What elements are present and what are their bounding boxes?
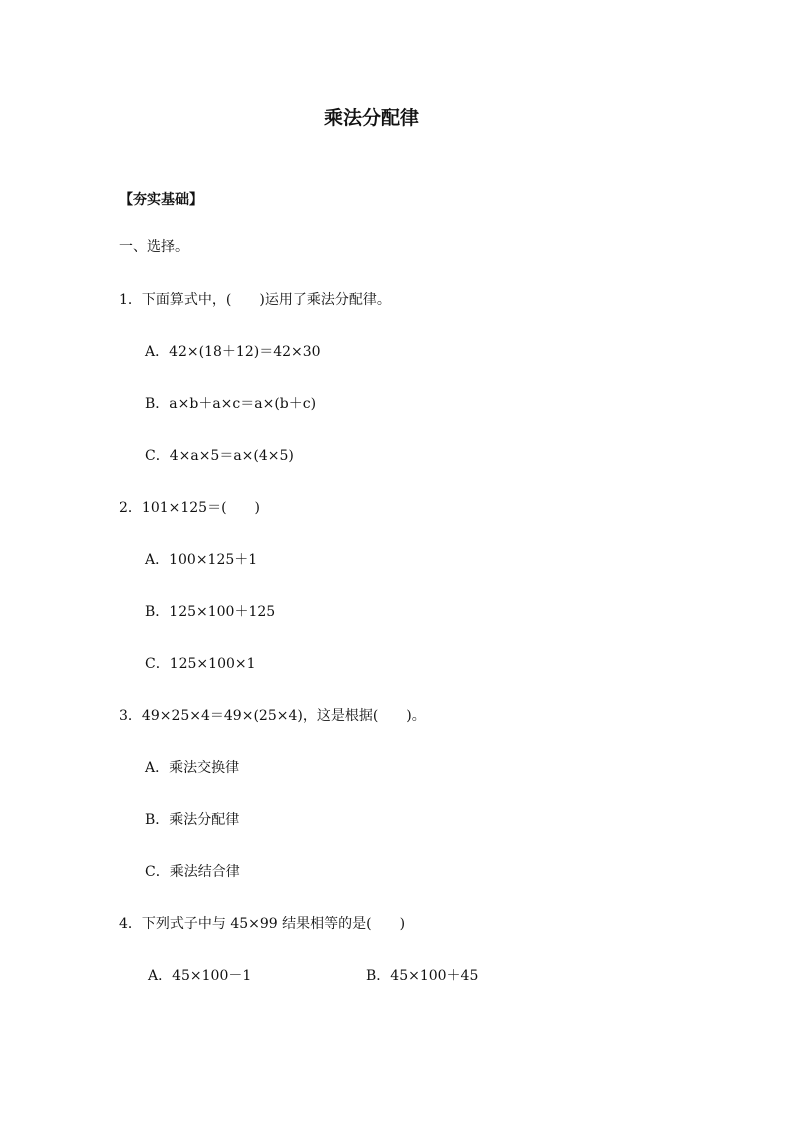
question-3-option-c: C．乘法结合律 <box>145 864 240 880</box>
question-3-option-a: A．乘法交换律 <box>145 760 240 776</box>
question-2-option-c: C．125×100×1 <box>145 656 256 672</box>
question-1-option-b: B．a×b＋a×c＝a×(b＋c) <box>145 396 317 412</box>
question-3-stem: 3．49×25×4＝49×(25×4)，这是根据( )。 <box>119 708 426 724</box>
question-4-option-b: B．45×100＋45 <box>366 968 479 984</box>
question-4-stem: 4．下列式子中与 45×99 结果相等的是( ) <box>119 916 406 932</box>
question-2-option-b: B．125×100＋125 <box>145 604 276 620</box>
section-label: 【夯实基础】 <box>119 192 203 208</box>
question-1-option-c: C．4×a×5＝a×(4×5) <box>145 448 294 464</box>
question-3-option-b: B．乘法分配律 <box>145 812 240 828</box>
question-2-stem: 2．101×125＝( ) <box>119 500 261 516</box>
page-title: 乘法分配律 <box>324 107 420 129</box>
question-4-option-a: A．45×100－1 <box>148 968 252 984</box>
question-2-option-a: A．100×125＋1 <box>145 552 258 568</box>
part-heading: 一、选择。 <box>119 239 189 255</box>
question-1-option-a: A．42×(18＋12)＝42×30 <box>145 344 321 360</box>
question-1-stem: 1．下面算式中，( )运用了乘法分配律。 <box>119 292 391 308</box>
